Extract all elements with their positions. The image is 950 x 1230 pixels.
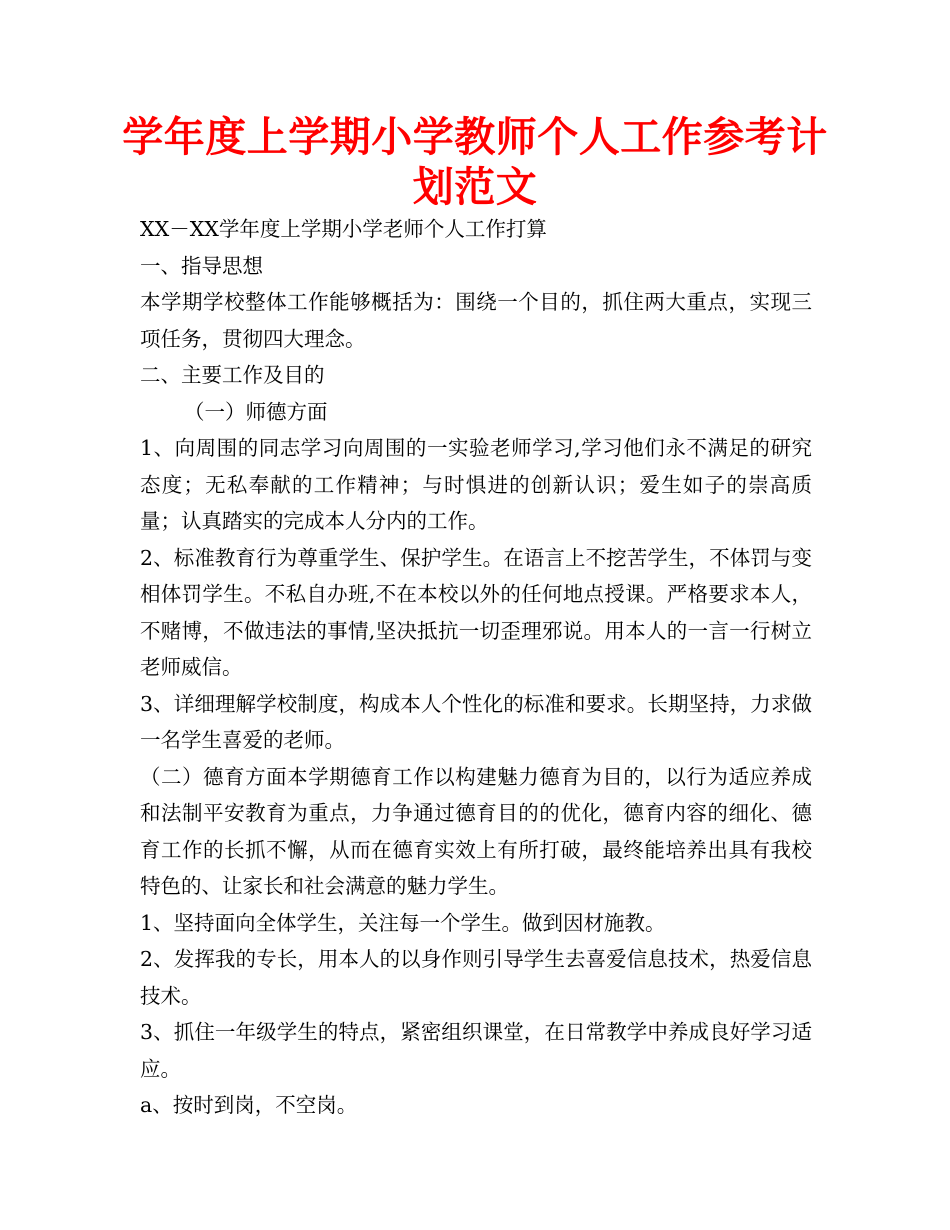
paragraph-moral-education: （二）德育方面本学期德育工作以构建魅力德育为目的，以行为适应养成和法制平安教育为重点，力争通过德育目的的优化，德育内容的细化、德育工作的长抓不懈，从而在德育实效上有所打破，最终能培养出具有我校特色的、让家长和社会满意的魅力学生。 — [140, 764, 812, 898]
section-heading-guiding-thought: 一、指导思想 — [140, 253, 263, 278]
paragraph-moral-item-3: 3、抓住一年级学生的特点，紧密组织课堂，在日常教学中养成良好学习适应。 — [140, 1020, 812, 1081]
subsection-heading-teacher-ethics: （一）师德方面 — [184, 399, 328, 424]
document-body — [140, 211, 812, 1124]
paragraph-moral-item-a: a、按时到岗，不空岗。 — [140, 1093, 358, 1117]
paragraph-overview: 本学期学校整体工作能够概括为：围绕一个目的，抓住两大重点，实现三项任务，贯彻四大理念。 — [140, 290, 812, 351]
paragraph-moral-item-2: 2、发挥我的专长，用本人的以身作则引导学生去喜爱信息技术，热爱信息技术。 — [140, 947, 812, 1008]
paragraph-moral-item-1: 1、坚持面向全体学生，关注每一个学生。做到因材施教。 — [140, 910, 666, 935]
document-subtitle: XX－XX学年度上学期小学老师个人工作打算 — [140, 217, 547, 241]
section-heading-main-work: 二、主要工作及目的 — [140, 363, 325, 387]
document-title: 学年度上学期小学教师个人工作参考计划范文 — [122, 113, 828, 211]
paragraph-ethics-item-1: 1、向周围的同志学习向周围的一实验老师学习,学习他们永不满足的研究态度；无私奉献的工作精神；与时惧进的创新认识；爱生如子的崇高质量；认真踏实的完成本人分内的工作。 — [140, 436, 812, 533]
paragraph-ethics-item-2: 2、标准教育行为尊重学生、保护学生。在语言上不挖苦学生，不体罚与变相体罚学生。不私自办班,不在本校以外的任何地点授课。严格要求本人，不赌博，不做违法的事情,坚决抵抗一切歪理邪说。用本人的一言一行树立老师威信。 — [140, 545, 812, 679]
paragraph-ethics-item-3: 3、详细理解学校制度，构成本人个性化的标准和要求。长期坚持，力求做一名学生喜爱的老师。 — [140, 691, 812, 752]
